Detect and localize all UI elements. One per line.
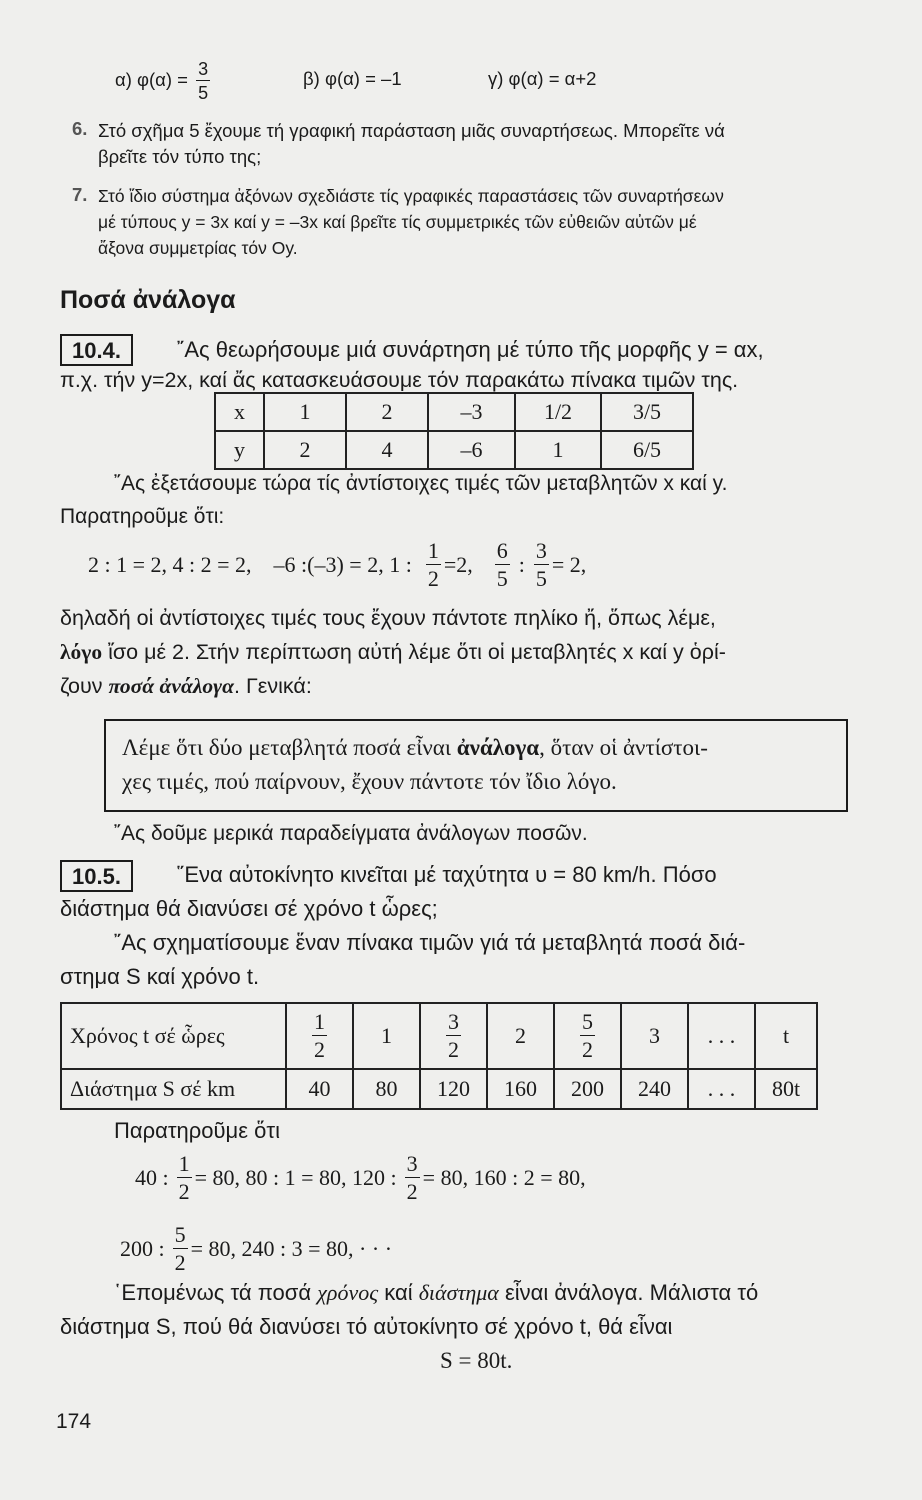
paragraph-10-4-number: 10.4. (60, 334, 133, 366)
option-a-fraction (196, 60, 210, 102)
table-cell: 3 (621, 1003, 688, 1069)
dist-fraction-1-num: 1 (178, 1151, 190, 1176)
dist-fraction-2-den: 2 (406, 1179, 418, 1204)
table-cell: 1 (264, 393, 346, 431)
paragraph-10-5-number: 10.5. (60, 860, 133, 892)
table-cell: 160 (487, 1069, 554, 1109)
option-c: γ) φ(α) = α+2 (488, 68, 597, 89)
ratio-fraction-1-num: 1 (427, 538, 439, 563)
exercise-7-number: 7. (72, 184, 88, 205)
table-row-time (61, 1003, 817, 1069)
option-a (115, 60, 213, 102)
concl1-b: καί (378, 1280, 419, 1305)
table-cell: 6/5 (601, 431, 693, 469)
term-logos: λόγο (60, 640, 103, 664)
ratio-fraction-3-num: 3 (535, 538, 547, 563)
ratio-fraction-3-den: 5 (535, 566, 547, 591)
definition-line1 (122, 735, 708, 761)
p105-line4: στημα S καί χρόνο t. (60, 964, 260, 989)
p104-after1: ῎Ας ἐξετάσουμε τώρα τίς ἀντίστοιχες τιμές τῶν μεταβλητῶν x καί y. (114, 472, 728, 495)
option-b: β) φ(α) = –1 (303, 68, 402, 89)
exercise-6-line1: Στό σχῆμα 5 ἔχουμε τή γραφική παράσταση μιᾶς συναρτήσεως. Μπορεῖτε νά (98, 120, 725, 141)
dist-fraction-2 (405, 1153, 420, 1203)
distance-equation-2 (120, 1224, 392, 1274)
p104-examples: ῎Ας δοῦμε μερικά παραδείγματα ἀνάλογων ποσῶν. (114, 822, 588, 845)
table-cell: 3/5 (601, 393, 693, 431)
ratio-eq-part-c: =2, (443, 552, 473, 577)
ratio-fraction-2-num: 6 (496, 538, 508, 563)
concl1-c: εἶναι ἀνάλογα. Μάλιστα τό (498, 1280, 759, 1305)
table-cell: –3 (428, 393, 515, 431)
ratio-eq-part-b: –6 :(–3) = 2, 1 : (273, 552, 412, 577)
dist-eq1-b: = 80, 80 : 1 = 80, 120 : (194, 1165, 397, 1190)
time-fraction-2 (446, 1011, 461, 1061)
p105-line3: ῎Ας σχηματίσουμε ἕναν πίνακα τιμῶν γιά τά μεταβλητά ποσά διά- (114, 930, 746, 955)
time-fraction-2-num: 3 (448, 1009, 459, 1034)
table-header-x: x (215, 393, 264, 431)
table-cell: 2 (264, 431, 346, 469)
p104-after2: Παρατηροῦμε ὅτι: (60, 505, 225, 528)
table-header-distance: Διάστημα S σέ km (61, 1069, 286, 1109)
p105-obs: Παρατηροῦμε ὅτι (114, 1118, 280, 1143)
ratio-equation (88, 540, 586, 590)
term-diastima: διάστημα (418, 1280, 499, 1305)
time-fraction-1-num: 1 (314, 1009, 325, 1034)
distance-equation-1 (135, 1153, 586, 1203)
ratio-fraction-2 (495, 540, 510, 590)
table-cell: 200 (554, 1069, 621, 1109)
table-cell: t (755, 1003, 817, 1069)
dist-eq2-b: = 80, 240 : 3 = 80, · · · (190, 1236, 393, 1261)
table-cell: 80t (755, 1069, 817, 1109)
table-cell: 40 (286, 1069, 353, 1109)
dist-eq1-a: 40 : (135, 1165, 169, 1190)
values-table-xy (214, 392, 694, 470)
option-a-lhs: α) φ(α) = (115, 68, 188, 90)
table-cell: –6 (428, 431, 515, 469)
ratio-eq-part-d: : (518, 552, 525, 577)
page-number: 174 (56, 1410, 92, 1433)
table-cell: 80 (353, 1069, 420, 1109)
p104-ratio-line3-start: ζουν (60, 674, 109, 698)
definition-line1-b: , ὅταν οἱ ἀντίστοι- (539, 735, 708, 760)
exercise-7-line2: μέ τύπους y = 3x καί y = –3x καί βρεῖτε τίς συμμετρικές τῶν εὐθειῶν αὐτῶν μέ (98, 212, 697, 232)
table-cell: 1 (353, 1003, 420, 1069)
term-xronos: χρόνος (317, 1280, 379, 1305)
time-fraction-1-den: 2 (314, 1037, 325, 1062)
ratio-fraction-3 (534, 540, 549, 590)
option-a-num: 3 (198, 59, 209, 79)
p105-conclusion-line1 (114, 1280, 758, 1306)
p104-ratio-line2-rest: ἴσο μέ 2. Στήν περίπτωση αὐτή λέμε ὅτι οἱ μεταβλητές x καί y ὁρί- (102, 640, 726, 664)
time-fraction-2-den: 2 (448, 1037, 459, 1062)
definition-bold-analoga: ἀνάλογα (456, 735, 540, 760)
table-cell: . . . (688, 1003, 755, 1069)
ratio-fraction-2-den: 5 (496, 566, 508, 591)
table-cell: 1 (515, 431, 601, 469)
p105-conclusion-line2: διάστημα S, πού θά διανύσει τό αὐτοκίνητο σέ χρόνο t, θά εἶναι (60, 1314, 673, 1339)
table-row-y (215, 431, 693, 469)
definition-line1-a: Λέμε ὅτι δύο μεταβλητά ποσά εἶναι (122, 735, 457, 760)
exercise-6-number: 6. (72, 118, 88, 139)
ratio-fraction-1 (426, 540, 441, 590)
p104-line1: ῎Ας θεωρήσουμε μιά συνάρτηση μέ τύπο τῆς μορφῆς y = αx, (177, 337, 764, 362)
definition-box (104, 719, 848, 812)
p104-ratio-line3 (60, 674, 312, 699)
table-header-y: y (215, 431, 264, 469)
table-cell: 1/2 (515, 393, 601, 431)
ratio-fraction-1-den: 2 (427, 566, 439, 591)
dist-fraction-3-den: 2 (174, 1250, 186, 1275)
table-row-x (215, 393, 693, 431)
time-fraction-3 (580, 1011, 595, 1061)
dist-fraction-3 (173, 1224, 188, 1274)
p104-line2: π.χ. τήν y=2x, καί ἄς κατασκευάσουμε τόν παρακάτω πίνακα τιμῶν της. (60, 368, 739, 392)
time-fraction-3-den: 2 (582, 1037, 593, 1062)
table-cell: 2 (346, 393, 428, 431)
table-cell: 4 (346, 431, 428, 469)
exercise-7-line1: Στό ἴδιο σύστημα ἀξόνων σχεδιάστε τίς γραφικές παραστάσεις τῶν συναρτήσεων (98, 186, 724, 206)
p105-line1: ῞Ενα αὐτοκίνητο κινεῖται μέ ταχύτητα υ = 80 km/h. Πόσο (177, 862, 717, 887)
ratio-eq-part-a: 2 : 1 = 2, 4 : 2 = 2, (88, 552, 252, 577)
definition-line2: χες τιμές, πού παίρνουν, ἔχουν πάντοτε τόν ἴδιο λόγο. (122, 769, 617, 794)
dist-eq2-a: 200 : (120, 1236, 165, 1261)
option-a-den: 5 (198, 83, 209, 103)
paragraph-10-5-number-box (60, 860, 133, 892)
p104-ratio-line2 (60, 640, 726, 665)
exercise-7-line3: ἄξονα συμμετρίας τόν Oy. (98, 238, 298, 258)
table-cell: . . . (688, 1069, 755, 1109)
table-cell (554, 1003, 621, 1069)
table-cell: 120 (420, 1069, 487, 1109)
table-cell (420, 1003, 487, 1069)
p104-ratio-line1: δηλαδή οἱ ἀντίστοιχες τιμές τους ἔχουν πάντοτε πηλίκο ἤ, ὅπως λέμε, (60, 606, 716, 630)
table-cell: 240 (621, 1069, 688, 1109)
term-posa-analoga: ποσά ἀνάλογα (108, 674, 234, 698)
dist-fraction-2-num: 3 (406, 1151, 418, 1176)
time-fraction-3-num: 5 (582, 1009, 593, 1034)
table-header-time: Χρόνος t σέ ὧρες (61, 1003, 286, 1069)
paragraph-10-4-number-box (60, 334, 133, 366)
dist-fraction-1-den: 2 (178, 1179, 190, 1204)
p105-line2: διάστημα θά διανύσει σέ χρόνο t ὧρες; (60, 896, 438, 921)
p104-ratio-line3-end: . Γενικά: (234, 674, 312, 698)
dist-eq1-d: = 80, 160 : 2 = 80, (422, 1165, 586, 1190)
dist-fraction-1 (177, 1153, 192, 1203)
time-fraction-1 (312, 1011, 327, 1061)
concl1-a: ῾Επομένως τά ποσά (114, 1280, 318, 1305)
time-distance-table (60, 1002, 818, 1110)
ratio-eq-part-e: = 2, (551, 552, 587, 577)
table-cell: 2 (487, 1003, 554, 1069)
table-row-distance (61, 1069, 817, 1109)
table-cell (286, 1003, 353, 1069)
p105-conclusion-formula: S = 80t. (440, 1348, 513, 1373)
exercise-6-line2: βρεῖτε τόν τύπο της; (98, 146, 262, 167)
section-title: Ποσά ἀνάλογα (60, 286, 236, 314)
dist-fraction-3-num: 5 (174, 1222, 186, 1247)
